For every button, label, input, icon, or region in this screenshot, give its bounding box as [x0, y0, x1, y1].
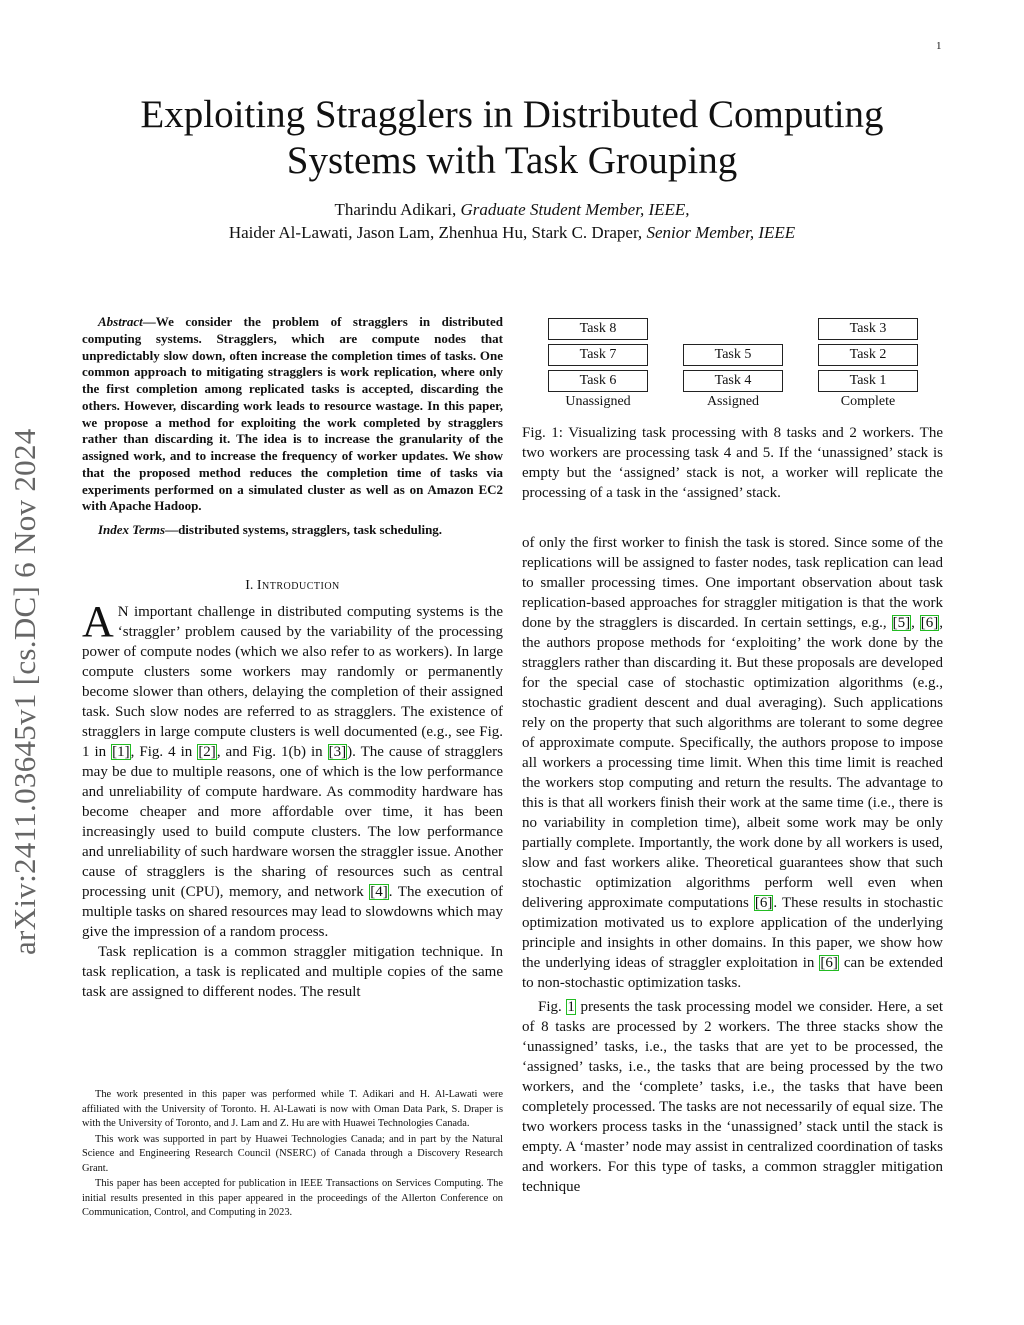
citation-link[interactable]: [4]	[370, 884, 388, 900]
authors-line1-names: Tharindu Adikari,	[334, 200, 461, 219]
footnote-affiliation: The work presented in this paper was performed while T. Adikari and H. Al-Lawati were affiliated with the University of Toronto. H. Al-Lawati is now with Oman Data Park, S. Draper is with the University of Toronto, and J. Lam and Z. Hu are with Huawei Technologies Canada.	[82, 1089, 503, 1129]
intro-text: N important challenge in distributed computing systems is the ‘straggler’ problem caused by the variability of the processing power of compute nodes (which we also refer to as workers). In large compute clusters some workers may randomly or permanently become slower than others, delaying the completion of their assigned task. Such slow nodes are referred to as stragglers. The existence of stragglers in large compute clusters is well documented (e.g., see Fig. 1 in	[82, 604, 503, 760]
page-number: 1	[936, 40, 942, 52]
footnotes	[82, 1088, 503, 1221]
body-text-span: presents the task processing model we consider. Here, a set of 8 tasks are processed by 2 workers. The three stacks show the ‘unassigned’ tasks, i.e., the tasks that are yet to be processed, the ‘assigned’ tasks, i.e., the tasks that are being processed by the two workers, and the ‘complete’ tasks, i.e., the tasks that have been completely processed. The tasks are not necessarily of equal size. The two workers process tasks in the ‘unassigned’ stack until the stack is empty. A ‘master’ node may assist in centralized coordination of tasks and workers. For this type of tasks, a common straggler mitigation technique	[522, 999, 943, 1195]
section-title: Introduction	[256, 578, 340, 593]
citation-link[interactable]: [2]	[198, 744, 216, 760]
footnote-funding: This work was supported in part by Huawei Technologies Canada; and in part by the Natural Science and Engineering Research Council (NSERC) of Canada through a Discovery Research Grant.	[82, 1133, 503, 1174]
body-text-span: , the authors propose methods for ‘exploiting’ the work done by the stragglers rather than discarding it. But these proposals are developed for the special case of stochastic optimization algorithms (e.g., stochastic gradient descent and dual averaging). Such applications rely on the property that such algorithms are tolerant to some degree of approximate compute. Specifically, the authors propose to impose all workers a processing time limit. When this time limit is reached the workers stop computing and return the results. The advantage to this is that all workers finish their work at the same time (i.e., there is no variability in completion time), albeit some work may be only partially complete. Importantly, the work done by all workers is used, slow and fast workers alike. Theoretical guarantees show that such stochastic optimization algorithms perform well even when delivering approximate computations	[522, 615, 944, 911]
right-column	[522, 315, 943, 1197]
intro-text: , and Fig. 1(b) in	[216, 744, 328, 760]
intro-text: ). The cause of stragglers may be due to multiple reasons, one of which is the low performance and unreliability of compute hardware. As commodity hardware has become cheaper and more affordable over time, it has been increasingly used to build compute clusters. The low performance and unreliability of such hardware worsen the straggler issue. Another cause of stragglers is the sharing of resources such as central processing unit (CPU), memory, and network	[82, 744, 503, 900]
task-box-complete: Task 3	[818, 318, 918, 340]
abstract-label: Abstract	[98, 314, 143, 329]
authors-line2-names: Haider Al-Lawati, Jason Lam, Zhenhua Hu, Stark C. Draper,	[228, 223, 647, 242]
section-number: I.	[245, 578, 257, 593]
task-box-complete: Task 2	[818, 344, 918, 366]
body-text-span: Fig.	[538, 999, 567, 1015]
citation-link[interactable]: [6]	[920, 615, 939, 631]
figure-link[interactable]: 1	[567, 999, 575, 1015]
author-list	[82, 198, 942, 244]
right-paragraph-2	[522, 997, 943, 1197]
right-paragraph-1	[522, 533, 943, 993]
task-box-assigned: Task 5	[683, 344, 783, 366]
citation-link[interactable]: [3]	[328, 744, 347, 760]
index-terms	[82, 521, 503, 538]
title-line-2: Systems with Task Grouping	[286, 139, 738, 182]
task-box-unassigned: Task 6	[548, 370, 648, 392]
intro-text: , Fig. 4 in	[130, 744, 198, 760]
footnote-publication: This paper has been accepted for publication in IEEE Transactions on Services Computing. The initial results presented in this paper appeared in the proceedings of the Allerton Conference on Communication, Control, and Computing in 2023.	[82, 1178, 503, 1218]
task-box-complete: Task 1	[818, 370, 918, 392]
intro-text: . The execution of multiple tasks on shared resources may lead to slowdowns which may give the impression of a random process.	[82, 884, 504, 940]
arxiv-stamp: arXiv:2411.03645v1 [cs.DC] 6 Nov 2024	[7, 428, 42, 955]
authors-line1-role: Graduate Student Member, IEEE,	[460, 200, 690, 219]
citation-link[interactable]: [1]	[112, 744, 130, 760]
citation-link[interactable]: [6]	[820, 955, 838, 971]
drop-cap: A	[82, 597, 114, 646]
citation-link[interactable]: [6]	[754, 895, 773, 911]
intro-paragraph-2: Task replication is a common straggler mitigation technique. In task replication, a task is replicated and multiple copies of the same task are assigned to different nodes. The result	[82, 944, 503, 1000]
body-text-span: of only the first worker to finish the task is stored. Since some of the replications will be assigned to faster nodes, task replication can lead to smaller processing times. One important observation about task replication-based approaches for straggler mitigation is that the work done by the stragglers is discarded. In certain settings, e.g.,	[522, 535, 943, 631]
task-box-assigned: Task 4	[683, 370, 783, 392]
body-text-span: can be extended to non-stochastic optimization tasks.	[522, 955, 943, 991]
abstract-text: —We consider the problem of stragglers in distributed computing systems. Stragglers, which are compute nodes that unpredictably slow down, often increase the completion times of tasks. One common approach to mitigating stragglers is work replication, where only the first completion among replicated tasks is accepted, discarding the others. However, discarding work leads to resource wastage. In this paper, we propose a method for exploiting the work completed by stragglers rather than discarding it. The idea is to increase the granularity of the assigned work, and to increase the frequency of worker updates. We show that the proposed method reduces the completion time of tasks via experiments performed on a simulated cluster as well as on Amazon EC2 with Apache Hadoop.	[82, 314, 503, 514]
title-line-1: Exploiting Stragglers in Distributed Computing	[140, 93, 884, 136]
right-body	[522, 533, 943, 1197]
intro-paragraph-1	[82, 597, 504, 942]
left-column	[82, 314, 503, 1002]
paper-title	[82, 92, 942, 184]
authors-line2-role: Senior Member, IEEE	[646, 223, 796, 242]
abstract	[82, 314, 503, 515]
section-heading-introduction	[82, 578, 503, 594]
figure-caption: Fig. 1: Visualizing task processing with 8 tasks and 2 workers. The two workers are processing task 4 and 5. If the ‘unassigned’ stack is empty but the ‘assigned’ stack is not, a worker will replicate the processing of a task in the ‘assigned’ stack.	[522, 425, 943, 501]
body-text-span: . These results in stochastic optimization motivated us to explore application of the underlying principle and insights in other domains. In this paper, we show how the underlying ideas of straggler exploitation in	[522, 895, 943, 971]
index-terms-text: —distributed systems, stragglers, task scheduling.	[165, 522, 443, 537]
task-box-unassigned: Task 7	[548, 344, 648, 366]
index-terms-label: Index Terms	[98, 522, 166, 537]
task-box-unassigned: Task 8	[548, 318, 648, 340]
body-text-span: ,	[911, 615, 920, 631]
stack-label-complete: Complete	[840, 394, 896, 409]
figure-task-stacks	[522, 315, 943, 415]
citation-link[interactable]: [5]	[892, 615, 911, 631]
stack-label-assigned: Assigned	[706, 394, 760, 409]
stack-label-unassigned: Unassigned	[565, 394, 631, 409]
